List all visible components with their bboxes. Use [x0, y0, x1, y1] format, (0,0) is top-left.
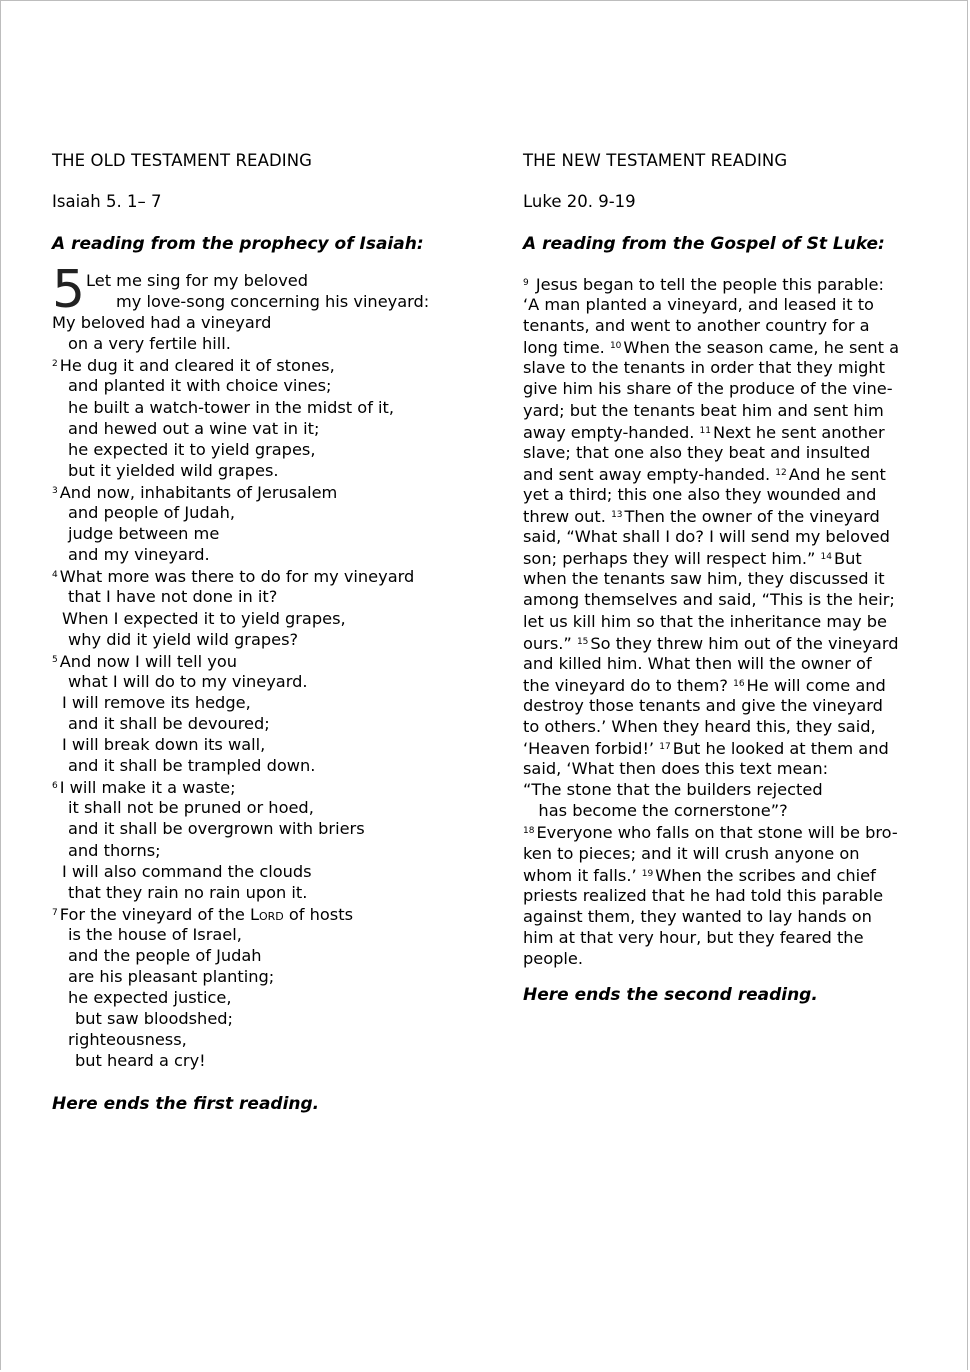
- passage-line: yard; but the tenants beat him and sent him: [523, 400, 884, 420]
- verse-line: it shall not be pruned or hoed,: [68, 798, 314, 818]
- passage-line: slave; that one also they beat and insulted: [523, 442, 871, 462]
- passage-line: against them, they wanted to lay hands on: [523, 906, 872, 926]
- passage-line: give him his share of the produce of the vine-: [523, 379, 893, 399]
- verse-line: $^7$ For the vineyard of the Lord of hosts: [52, 904, 354, 924]
- passage-line: among themselves and said, “This is the heir;: [523, 590, 895, 610]
- verse-line: and planted it with choice vines;: [68, 376, 332, 396]
- old-testament-intro: A reading from the prophecy of Isaiah:: [52, 234, 424, 254]
- passage-line: ‘Heaven forbid!’ $^{17}$ But he looked at them and: [523, 739, 889, 759]
- verse-line: and people of Judah,: [68, 503, 235, 523]
- passage-line: $^9$ Jesus began to tell the people this parable:: [523, 275, 884, 294]
- verse-lines: [52, 312, 452, 1071]
- verse-line: When I expected it to yield grapes,: [62, 608, 346, 628]
- new-testament-ending: Here ends the second reading.: [523, 985, 818, 1006]
- passage-line: threw out. $^{13}$ Then the owner of the vineyard: [523, 507, 880, 527]
- verse-line: My beloved had a vineyard: [52, 313, 272, 333]
- passage-line: yet a third; this one also they wounded and: [523, 484, 877, 504]
- passage-line: “The stone that the builders rejected: [523, 780, 823, 800]
- passage-line: son; perhaps they will respect him.” $^{14}$ But: [523, 549, 862, 569]
- passage-line: long time. $^{10}$ When the season came, he sent a: [523, 338, 900, 358]
- verse-line: that I have not done in it?: [68, 587, 278, 607]
- verse-number: 4: [52, 570, 58, 581]
- verse-line: but heard a cry!: [75, 1051, 206, 1071]
- verse-number: 14: [820, 552, 832, 563]
- verse-line: he expected it to yield grapes,: [68, 439, 316, 459]
- verse-number: 5: [52, 654, 58, 665]
- verse-line: my love-song concerning his vineyard:: [116, 292, 430, 312]
- verse-line: $^6$ I will make it a waste;: [52, 778, 236, 798]
- passage-line: ken to pieces; and it will crush anyone on: [523, 843, 860, 863]
- verse-line: I will also command the clouds: [62, 861, 312, 881]
- verse-line: that they rain no rain upon it.: [68, 882, 308, 902]
- passage-line: tenants, and went to another country for a: [523, 316, 870, 336]
- passage-line: slave to the tenants in order that they might: [523, 358, 885, 378]
- passage-line: away empty-handed. $^{11}$ Next he sent another: [523, 422, 885, 442]
- passage-line: has become the cornerstone”?: [523, 801, 788, 821]
- passage-line: said, “What shall I do? I will send my beloved: [523, 527, 890, 547]
- verse-number: 3: [52, 485, 58, 496]
- passage-line: the vineyard do to them? $^{16}$ He will come and: [523, 675, 886, 695]
- verse-1-dropcap-block: [52, 260, 452, 320]
- verse-line: and hewed out a wine vat in it;: [68, 418, 320, 438]
- verse-number: 17: [659, 742, 671, 753]
- verse-line: and it shall be devoured;: [68, 713, 270, 733]
- verse-line: $^5$ And now I will tell you: [52, 651, 238, 671]
- verse-number: 2: [52, 359, 58, 370]
- isaiah-verses: [52, 260, 452, 1072]
- chapter-dropcap: 5: [52, 260, 86, 320]
- verse-number: 16: [733, 678, 745, 689]
- verse-number: 6: [52, 781, 58, 792]
- verse-number: 19: [641, 868, 654, 879]
- passage-line: priests realized that he had told this parable: [523, 885, 884, 905]
- passage-line: said, ‘What then does this text mean:: [523, 759, 829, 779]
- passage-line: whom it falls.’ $^{19}$ When the scribes and chief: [523, 865, 876, 885]
- old-testament-reference: Isaiah 5. 1– 7: [52, 192, 162, 211]
- verse-line: and thorns;: [68, 840, 161, 860]
- verse-line: and it shall be trampled down.: [68, 756, 316, 776]
- verse-line: Let me sing for my beloved: [86, 271, 309, 290]
- verse-number: 11: [699, 425, 711, 436]
- verse-line: he expected justice,: [68, 988, 232, 1008]
- verse-line: and my vineyard.: [68, 545, 210, 565]
- old-testament-heading: THE OLD TESTAMENT READING: [52, 151, 313, 170]
- verse-number: 7: [52, 907, 58, 918]
- passage-line: destroy those tenants and give the vineyard: [523, 695, 883, 715]
- verse-line: judge between me: [68, 524, 220, 544]
- new-testament-reference: Luke 20. 9-19: [523, 192, 636, 211]
- luke-passage: [523, 273, 933, 969]
- passage-line: ours.” $^{15}$ So they threw him out of the vineyard: [523, 633, 899, 653]
- verse-line: he built a watch-tower in the midst of it,: [68, 397, 395, 417]
- new-testament-column: [523, 148, 933, 1005]
- verse-number: 13: [611, 510, 623, 521]
- verse-number: 15: [576, 636, 589, 647]
- new-testament-intro: A reading from the Gospel of St Luke:: [523, 234, 885, 254]
- passage-line: him at that very hour, but they feared the: [523, 927, 864, 947]
- new-testament-heading: THE NEW TESTAMENT READING: [523, 151, 788, 170]
- verse-line: why did it yield wild grapes?: [68, 629, 299, 649]
- verse-line: $^4$ What more was there to do for my vineyard: [52, 567, 415, 587]
- verse-number: 9: [523, 278, 529, 288]
- verse-line: are his pleasant planting;: [68, 967, 275, 987]
- passage-line: to others.’ When they heard this, they said,: [523, 716, 876, 736]
- old-testament-ending: Here ends the first reading.: [52, 1093, 320, 1114]
- passage-line: people.: [523, 949, 584, 968]
- verse-line: but it yielded wild grapes.: [68, 460, 279, 480]
- lord-smallcaps: Lord: [249, 904, 284, 924]
- passage-line: ‘A man planted a vineyard, and leased it to: [523, 295, 874, 315]
- verse-number: 12: [775, 467, 787, 478]
- verse-line: $^2$ He dug it and cleared it of stones,: [52, 356, 335, 376]
- verse-number: 18: [523, 826, 535, 837]
- passage-line: and killed him. What then will the owner of: [523, 653, 872, 673]
- passage-line: let us kill him so that the inheritance may be: [523, 611, 887, 631]
- passage-line: and sent away empty-handed. $^{12}$ And he sent: [523, 464, 886, 484]
- verse-line: is the house of Israel,: [68, 924, 242, 944]
- passage-line: $^{18}$ Everyone who falls on that stone will be bro-: [523, 823, 898, 843]
- verse-line: and the people of Judah: [68, 946, 262, 965]
- verse-line: what I will do to my vineyard.: [68, 671, 308, 691]
- verse-line: I will remove its hedge,: [62, 692, 251, 712]
- verse-line: on a very fertile hill.: [68, 334, 231, 354]
- verse-line: I will break down its wall,: [62, 735, 266, 755]
- verse-line: but saw bloodshed;: [75, 1009, 234, 1029]
- verse-number: 10: [609, 341, 622, 352]
- passage-line: when the tenants saw him, they discussed it: [523, 569, 885, 589]
- old-testament-column: [52, 148, 452, 1114]
- verse-line: $^3$ And now, inhabitants of Jerusalem: [52, 482, 338, 502]
- verse-line: and it shall be overgrown with briers: [68, 819, 365, 839]
- verse-line: righteousness,: [68, 1030, 187, 1050]
